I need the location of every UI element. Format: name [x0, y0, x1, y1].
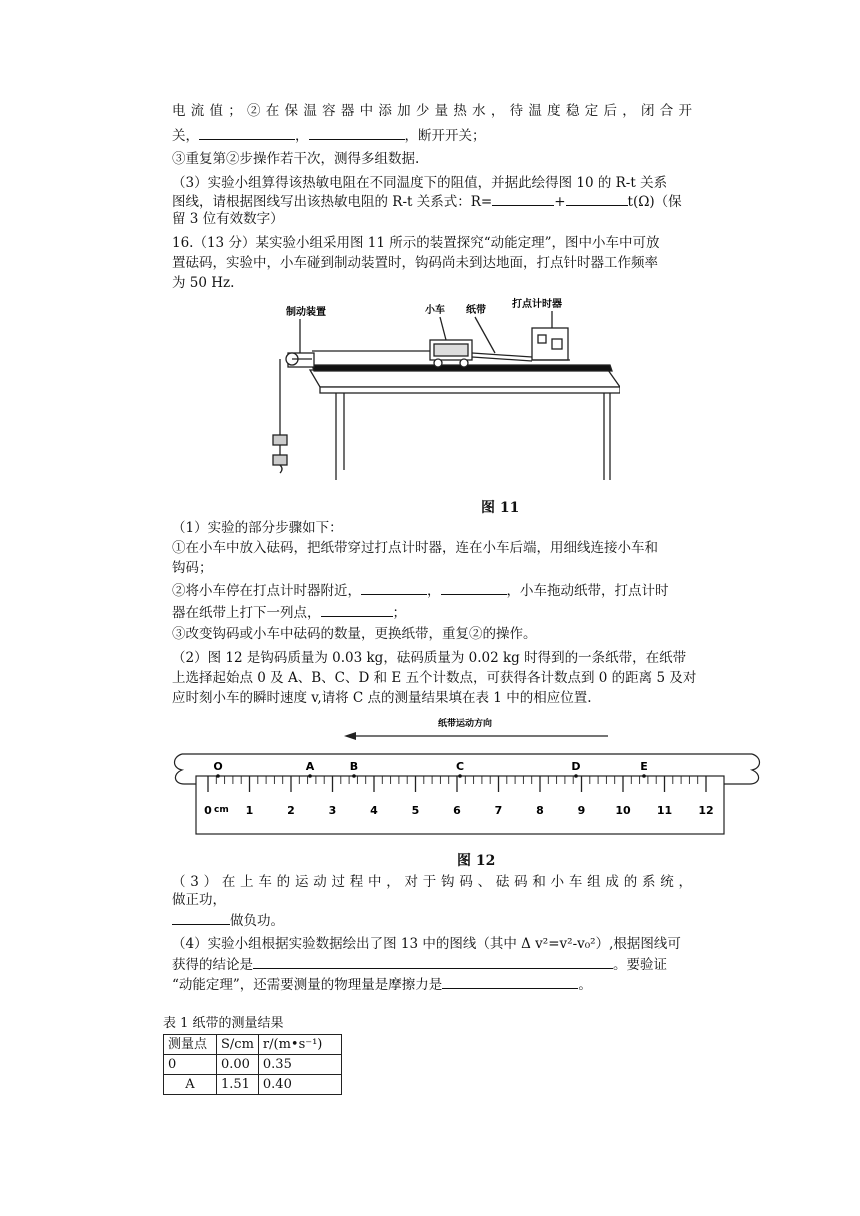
ruler-tick-label: 2 [287, 804, 295, 817]
ruler-tick-label: 3 [328, 804, 337, 817]
tape-point-dot [458, 774, 462, 778]
ruler-tick-label: 6 [453, 804, 461, 817]
answer-blank[interactable] [441, 580, 507, 595]
ruler-tick-label: 5 [411, 804, 420, 817]
paragraph-line: 留 3 位有效数字） [172, 211, 284, 227]
table-row [164, 1075, 342, 1095]
tape-point-label: E [640, 760, 648, 773]
label-timer: 打点计时器 [512, 299, 562, 310]
paragraph-line [172, 974, 692, 995]
label-brake: 制动装置 [286, 307, 326, 318]
paragraph-line: 上选择起始点 0 及 A、B、C、D 和 E 五个计数点，可获得各计数点到 0 的距离 5 及对 [172, 670, 697, 686]
label-cart: 小车 [425, 305, 445, 316]
unit-label: cm [214, 805, 229, 815]
paragraph-line: 应时刻小车的瞬时速度 v,请将 C 点的测量结果填在表 1 中的相应位置. [172, 690, 592, 706]
tape-point-dot [308, 774, 312, 778]
question-16-line: 为 50 Hz. [172, 275, 235, 291]
text: ，断开开关； [404, 128, 486, 144]
table-header-cell: r/(m•s⁻¹) [258, 1035, 341, 1055]
text: 器在纸带上打下一列点， [172, 605, 321, 621]
ruler-tick-label: 7 [494, 804, 503, 817]
table-cell: 0.00 [217, 1055, 259, 1075]
table-header-row [164, 1035, 342, 1055]
paragraph-line: （4）实验小组根据实验数据绘出了图 13 中的图线（其中 Δ v²=v²-v₀²）,根据图线可 [172, 936, 681, 952]
label-tape: 纸带 [466, 305, 486, 316]
tape-point-label: D [571, 760, 581, 773]
answer-blank[interactable] [309, 125, 405, 140]
paragraph-line [172, 910, 692, 931]
paragraph-line: （3）实验小组算得该热敏电阻在不同温度下的阻值，并据此绘得图 10 的 R-t 关系 [172, 175, 668, 191]
figure-11-caption: 图 11 [481, 500, 520, 516]
table-cell: 0 [164, 1055, 217, 1075]
ruler-tick-label: 12 [698, 804, 714, 817]
figure-12-caption: 图 12 [457, 853, 496, 869]
paragraph-line: ③改变钩码或小车中砝码的数量，更换纸带，重复②的操作。 [172, 626, 537, 642]
answer-blank[interactable] [321, 602, 393, 617]
answer-blank[interactable] [492, 191, 554, 206]
tape-point-dot [574, 774, 578, 778]
ruler-tick-label: 1 [245, 804, 254, 817]
table-header-cell: S/cm [217, 1035, 259, 1055]
table-header-cell: 测量点 [164, 1035, 217, 1055]
paragraph-line: 钩码； [172, 560, 213, 576]
text: 获得的结论是 [172, 957, 253, 973]
table-cell: 0.35 [258, 1055, 341, 1075]
tape-point-label: C [455, 760, 465, 773]
answer-blank[interactable] [253, 954, 613, 969]
tape-point-label: O [213, 760, 223, 773]
answer-blank[interactable] [566, 191, 628, 206]
answer-blank[interactable] [361, 580, 427, 595]
tape-point-label: B [349, 760, 359, 773]
paragraph-line [172, 602, 692, 623]
figure-11-apparatus [270, 295, 620, 485]
text: 关， [172, 128, 199, 144]
paragraph-line: 做正功， [172, 892, 226, 908]
table-cell: 0.40 [258, 1075, 341, 1095]
table-cell: A [164, 1075, 217, 1095]
paragraph-line [172, 580, 692, 601]
paragraph-line: （2）图 12 是钩码质量为 0.03 kg，砝码质量为 0.02 kg 时得到的一条纸带，在纸带 [172, 650, 687, 666]
ruler-tick-label: 9 [577, 804, 586, 817]
answer-blank[interactable] [172, 910, 230, 925]
text: ，小车拖动纸带，打点计时 [506, 583, 669, 599]
table-cell: 1.51 [217, 1075, 259, 1095]
text: ； [392, 605, 406, 621]
text: + [554, 194, 566, 210]
figure-12-tape-ruler [168, 712, 768, 842]
text: ， [427, 583, 441, 599]
paragraph-line: 电流值；②在保温容器中添加少量热水，待温度稳定后，闭合开 [172, 103, 692, 119]
text: t(Ω)（保 [627, 194, 682, 210]
paragraph-line: （3）在上车的运动过程中，对于钩码、砝码和小车组成的系统， [172, 874, 692, 890]
paragraph-line: ①在小车中放入砝码，把纸带穿过打点计时器，连在小车后端，用细线连接小车和 [172, 540, 658, 556]
answer-blank[interactable] [199, 125, 295, 140]
text: 。 [578, 977, 592, 993]
paragraph-line [172, 125, 692, 146]
text: “动能定理”，还需要测量的物理量是摩擦力是 [172, 977, 443, 993]
measurement-table [163, 1034, 342, 1095]
paragraph-line: （1）实验的部分步骤如下： [172, 520, 343, 536]
answer-blank[interactable] [442, 974, 578, 989]
tape-point-dot [216, 774, 220, 778]
ruler-tick-label: 4 [370, 804, 378, 817]
text: 做负功。 [230, 913, 284, 929]
paragraph-line: ③重复第②步操作若干次，测得多组数据. [172, 151, 420, 167]
ruler-tick-label: 0 [204, 804, 212, 817]
ruler-tick-label: 8 [536, 804, 544, 817]
tape-point-label: A [305, 760, 315, 773]
tape-point-dot [642, 774, 646, 778]
table-title: 表 1 纸带的测量结果 [163, 1016, 284, 1031]
text: ， [295, 128, 309, 144]
text: 。要验证 [613, 957, 667, 973]
question-16-line: 置砝码，实验中，小车碰到制动装置时，钩码尚未到达地面，打点针时器工作频率 [172, 255, 658, 271]
tape-point-dot [352, 774, 356, 778]
text: ②将小车停在打点计时器附近， [172, 583, 361, 599]
ruler-tick-label: 10 [615, 804, 631, 817]
direction-label: 纸带运动方向 [438, 719, 493, 729]
text: 图线，请根据图线写出该热敏电阻的 R-t 关系式：R= [172, 194, 493, 210]
paragraph-line [172, 954, 692, 975]
ruler-tick-label: 11 [656, 804, 673, 817]
question-16-line: 16.（13 分）某实验小组采用图 11 所示的装置探究“动能定理”，图中小车中可放 [172, 235, 660, 251]
table-row [164, 1055, 342, 1075]
